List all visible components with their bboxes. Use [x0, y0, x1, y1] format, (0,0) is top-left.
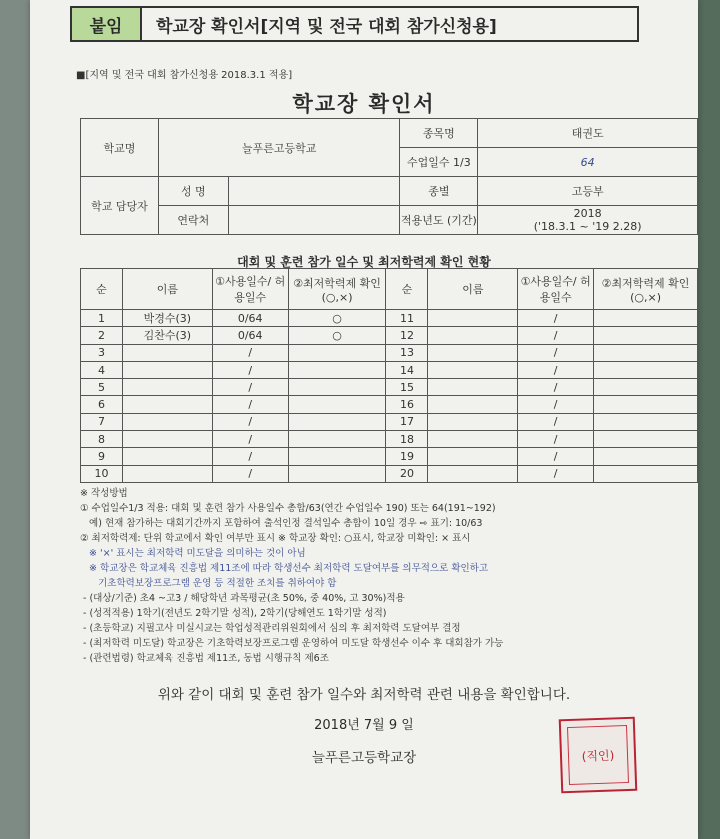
record-cell-days: /: [212, 361, 288, 378]
record-cell-days: /: [212, 344, 288, 361]
record-cell-name: [122, 396, 212, 413]
record-cell-no: 7: [81, 413, 123, 430]
record-cell-no: 3: [81, 344, 123, 361]
notes-section: [80, 486, 690, 666]
contact-label: 연락처: [158, 206, 228, 235]
table-row: [81, 448, 698, 465]
record-cell-days2: /: [518, 344, 594, 361]
record-cell-check: [288, 361, 386, 378]
record-cell-name2: [428, 310, 518, 327]
record-cell-name: 박경수(3): [122, 310, 212, 327]
record-cell-days: 0/64: [212, 327, 288, 344]
record-cell-days2: /: [518, 396, 594, 413]
record-cell-days2: /: [518, 413, 594, 430]
record-cell-days2: /: [518, 448, 594, 465]
record-cell-name: [122, 448, 212, 465]
record-cell-name2: [428, 344, 518, 361]
record-cell-name: [122, 413, 212, 430]
record-cell-no2: 15: [386, 379, 428, 396]
record-cell-no: 1: [81, 310, 123, 327]
record-cell-no2: 12: [386, 327, 428, 344]
note-line: - (관련법령) 학교체육 진흥법 제11조, 동법 시행규칙 제6조: [80, 653, 329, 664]
record-cell-check2: [594, 431, 698, 448]
record-cell-days: /: [212, 413, 288, 430]
records-title: 대회 및 훈련 참가 일수 및 최저학력제 확인 현황: [237, 255, 491, 269]
record-cell-no2: 11: [386, 310, 428, 327]
header-name-2: 이름: [428, 269, 518, 310]
record-cell-name2: [428, 396, 518, 413]
record-cell-name: [122, 431, 212, 448]
record-cell-check: ○: [288, 327, 386, 344]
record-cell-name: 김찬수(3): [122, 327, 212, 344]
school-label: 학교명: [81, 119, 159, 177]
record-cell-no2: 18: [386, 431, 428, 448]
record-cell-name2: [428, 327, 518, 344]
record-cell-no: 2: [81, 327, 123, 344]
record-cell-no2: 14: [386, 361, 428, 378]
record-cell-check: [288, 413, 386, 430]
record-cell-check2: [594, 448, 698, 465]
note-line: - (대상/기준) 초4 ~고3 / 해당학년 과목평균(초 50%, 중 40%, 고 30%)적용: [80, 593, 405, 604]
record-cell-check: [288, 396, 386, 413]
event-value: 태권도: [478, 119, 698, 148]
record-cell-check2: [594, 379, 698, 396]
record-cell-no2: 13: [386, 344, 428, 361]
record-cell-days2: /: [518, 361, 594, 378]
records-table: [80, 268, 698, 483]
name-label: 성 명: [158, 177, 228, 206]
table-row: [81, 344, 698, 361]
record-cell-check2: [594, 396, 698, 413]
header-name: 이름: [122, 269, 212, 310]
year-value: [478, 206, 698, 235]
school-value: 늘푸른고등학교: [158, 119, 400, 177]
header-days-2: ①사용일수/ 허용일수: [518, 269, 594, 310]
note-line: ※ 작성방법: [80, 488, 128, 499]
note-line: ※ '×' 표시는 최저학력 미도달을 의미하는 것이 아님: [80, 548, 306, 559]
record-cell-no: 5: [81, 379, 123, 396]
record-cell-no: 8: [81, 431, 123, 448]
note-line: - (초등학교) 지필고사 미실시교는 학업성적관리위원회에서 심의 후 최저학력 도달여부 결정: [80, 623, 461, 634]
record-cell-check: [288, 344, 386, 361]
record-cell-name: [122, 361, 212, 378]
header-check: ②최저학력제 확인(○,×): [288, 269, 386, 310]
page-title: 학교장 확인서: [292, 92, 436, 116]
note-line: 예) 현재 참가하는 대회기간까지 포함하여 출석인정 결석일수 총합이 10일 경우 ⇨ 표기: 10/63: [80, 518, 483, 529]
record-cell-days: /: [212, 396, 288, 413]
official-seal: [559, 717, 638, 794]
record-cell-days: /: [212, 379, 288, 396]
record-cell-check2: [594, 413, 698, 430]
record-cell-name: [122, 344, 212, 361]
header-title: 학교장 확인서[지역 및 전국 대회 참가신청용]: [156, 16, 497, 37]
document-page: [30, 0, 698, 839]
record-cell-no: 9: [81, 448, 123, 465]
record-cell-check: ○: [288, 310, 386, 327]
record-cell-name: [122, 465, 212, 482]
record-cell-no2: 19: [386, 448, 428, 465]
confirmation-text: 위와 같이 대회 및 훈련 참가 일수와 최저학력 관련 내용을 확인합니다.: [157, 687, 571, 703]
table-row: [81, 327, 698, 344]
header-check-2: ②최저학력제 확인(○,×): [594, 269, 698, 310]
attachment-label: 붙임: [72, 8, 142, 40]
seal-border: [567, 725, 629, 785]
header-no-2: 순: [386, 269, 428, 310]
record-cell-days: 0/64: [212, 310, 288, 327]
document-header: [70, 6, 639, 42]
event-label: 종목명: [400, 119, 478, 148]
header-days: ①사용일수/ 허용일수: [212, 269, 288, 310]
record-cell-check: [288, 448, 386, 465]
sign-date: 2018년 7월 9 일: [314, 718, 414, 733]
division-value: 고등부: [478, 177, 698, 206]
info-table: [80, 118, 698, 235]
record-cell-no2: 17: [386, 413, 428, 430]
record-cell-no2: 20: [386, 465, 428, 482]
record-cell-check2: [594, 361, 698, 378]
staff-name-value: [228, 177, 400, 206]
record-cell-days2: /: [518, 327, 594, 344]
table-row: [81, 396, 698, 413]
record-cell-check2: [594, 327, 698, 344]
record-cell-check: [288, 431, 386, 448]
table-row: [81, 431, 698, 448]
reference-note: ■[지역 및 전국 대회 참가신청용 2018.3.1 적용]: [76, 70, 293, 81]
record-cell-name2: [428, 448, 518, 465]
seal-text: (직인): [581, 747, 615, 764]
note-line: 기초학력보장프로그램 운영 등 적절한 조치를 취하여야 함: [80, 578, 337, 589]
days-label: 수업일수 1/3: [400, 148, 478, 177]
year-period: ('18.3.1 ~ '19 2.28): [533, 220, 642, 233]
year-label: 적용년도 (기간): [400, 206, 478, 235]
record-cell-days: /: [212, 465, 288, 482]
record-cell-no: 10: [81, 465, 123, 482]
record-cell-name2: [428, 361, 518, 378]
record-cell-days2: /: [518, 310, 594, 327]
note-line: - (최저학력 미도달) 학교장은 기초학력보장프로그램 운영하여 미도달 학생선수 이수 후 대회참가 가능: [80, 638, 504, 649]
header-no: 순: [81, 269, 123, 310]
record-cell-days: /: [212, 448, 288, 465]
table-row: [81, 310, 698, 327]
record-cell-no: 6: [81, 396, 123, 413]
division-label: 종별: [400, 177, 478, 206]
record-cell-no: 4: [81, 361, 123, 378]
days-value: 64: [478, 148, 698, 177]
note-line: ※ 학교장은 학교체육 진흥법 제11조에 따라 학생선수 최저학력 도달여부를 의무적으로 확인하고: [80, 563, 489, 574]
record-cell-days2: /: [518, 465, 594, 482]
record-cell-check2: [594, 310, 698, 327]
note-line: ① 수업일수1/3 적용: 대회 및 훈련 참가 사용일수 총합/63(연간 수업일수 190) 또는 64(191~192): [80, 503, 496, 514]
record-cell-check: [288, 465, 386, 482]
record-cell-days2: /: [518, 431, 594, 448]
record-cell-no2: 16: [386, 396, 428, 413]
record-cell-check2: [594, 465, 698, 482]
record-cell-name2: [428, 431, 518, 448]
record-cell-days: /: [212, 431, 288, 448]
table-row: [81, 413, 698, 430]
record-cell-name2: [428, 465, 518, 482]
record-cell-name2: [428, 413, 518, 430]
staff-label: 학교 담당자: [81, 177, 159, 235]
contact-value: [228, 206, 400, 235]
record-cell-days2: /: [518, 379, 594, 396]
note-line: ② 최저학력제: 단위 학교에서 확인 여부만 표시 ※ 학교장 확인: ○표시, 학교장 미확인: × 표시: [80, 533, 471, 544]
record-cell-name: [122, 379, 212, 396]
record-cell-check: [288, 379, 386, 396]
table-row: [81, 379, 698, 396]
year-number: 2018: [573, 207, 602, 220]
table-row: [81, 465, 698, 482]
note-line: - (성적적용) 1학기(전년도 2학기말 성적), 2학기(당해연도 1학기말 성적): [80, 608, 387, 619]
table-row: [81, 361, 698, 378]
principal-signature: 늘푸른고등학교장: [311, 750, 417, 766]
record-cell-check2: [594, 344, 698, 361]
record-cell-name2: [428, 379, 518, 396]
